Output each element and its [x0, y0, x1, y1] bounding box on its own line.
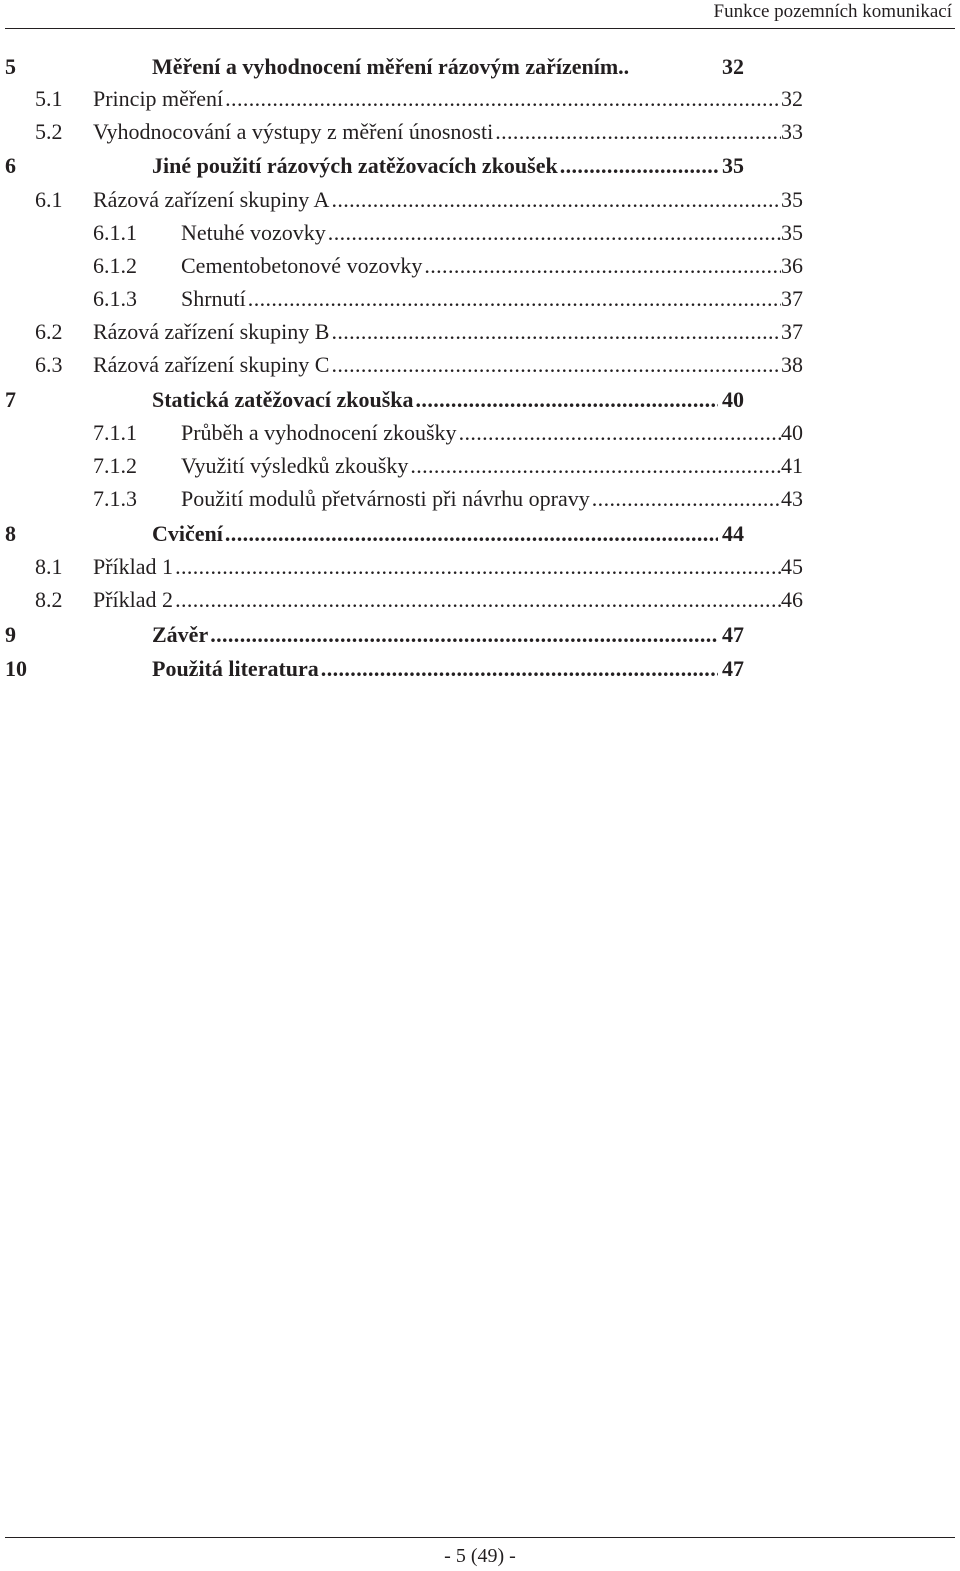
toc-entry-page: 47 [722, 656, 744, 681]
toc-chapter-entry[interactable] [0, 519, 960, 549]
toc-chapter-entry[interactable] [0, 385, 960, 415]
toc-dot-leader [414, 385, 718, 415]
toc-entry-number: 6.1.2 [93, 253, 137, 278]
toc-section-entry[interactable] [0, 117, 960, 147]
toc-entry-number: 5.1 [35, 86, 63, 111]
toc-dot-leader [246, 284, 781, 314]
toc-dot-leader [326, 218, 781, 248]
toc-entry-number: 6.3 [35, 352, 63, 377]
footer-divider [5, 1537, 955, 1538]
toc-entry-page: 36 [781, 253, 803, 278]
running-header: Funkce pozemních komunikací [713, 1, 952, 22]
toc-entry-page: 35 [722, 153, 744, 178]
toc-entry-title: Princip měření [93, 86, 224, 111]
toc-entry-number: 6.1.1 [93, 220, 137, 245]
toc-entry-number: 7.1.1 [93, 420, 137, 445]
toc-entry-page: 47 [722, 622, 744, 647]
toc-entry-title: Vyhodnocování a výstupy z měření únosnosti [93, 119, 494, 144]
toc-section-entry[interactable] [0, 284, 960, 314]
toc-entry-number: 6.2 [35, 319, 63, 344]
toc-entry-leader: .. [618, 54, 630, 79]
toc-entry-number: 6.1 [35, 187, 63, 212]
toc-entry-title: Příklad 2 [93, 587, 174, 612]
toc-entry-number: 5.2 [35, 119, 63, 144]
toc-dot-leader [329, 185, 781, 215]
toc-entry-number: 8 [5, 521, 16, 546]
toc-entry-title: Cvičení [152, 521, 223, 546]
toc-dot-leader [493, 117, 781, 147]
toc-entry-title: Jiné použití rázových zatěžovacích zkoušek [152, 153, 558, 178]
toc-entry-page: 40 [781, 420, 803, 445]
toc-chapter-entry[interactable] [0, 654, 960, 684]
toc-dot-leader [329, 317, 781, 347]
toc-entry-page: 44 [722, 521, 744, 546]
toc-entry-title: Rázová zařízení skupiny C [93, 352, 330, 377]
toc-entry-page: 33 [781, 119, 803, 144]
toc-entry-number: 9 [5, 622, 16, 647]
toc-entry-number: 5 [5, 54, 16, 79]
toc-section-entry[interactable] [0, 418, 960, 448]
toc-entry-number: 6.1.3 [93, 286, 137, 311]
toc-entry-title: Využití výsledků zkoušky [181, 453, 409, 478]
toc-dot-leader [590, 484, 781, 514]
toc-chapter-entry[interactable] [0, 52, 960, 82]
toc-section-entry[interactable] [0, 185, 960, 215]
toc-entry-page: 43 [781, 486, 803, 511]
toc-entry-title: Příklad 1 [93, 554, 174, 579]
toc-chapter-entry[interactable] [0, 620, 960, 650]
toc-entry-number: 8.2 [35, 587, 63, 612]
toc-entry-title: Použití modulů přetvárnosti při návrhu opravy [181, 486, 590, 511]
toc-section-entry[interactable] [0, 585, 960, 615]
toc-section-entry[interactable] [0, 451, 960, 481]
toc-dot-leader [558, 151, 718, 181]
toc-entry-page: 40 [722, 387, 744, 412]
toc-entry-title: Netuhé vozovky [181, 220, 326, 245]
toc-entry-page: 37 [781, 286, 803, 311]
toc-section-entry[interactable] [0, 484, 960, 514]
toc-dot-leader [422, 251, 781, 281]
toc-entry-number: 7.1.3 [93, 486, 137, 511]
toc-dot-leader [329, 350, 781, 380]
toc-entry-title: Rázová zařízení skupiny A [93, 187, 330, 212]
toc-entry-title: Rázová zařízení skupiny B [93, 319, 330, 344]
toc-entry-title: Závěr [152, 622, 209, 647]
toc-section-entry[interactable] [0, 350, 960, 380]
toc-entry-number: 7 [5, 387, 16, 412]
toc-entry-page: 45 [781, 554, 803, 579]
toc-entry-title: Statická zatěžovací zkouška [152, 387, 414, 412]
toc-entry-title: Použitá literatura [152, 656, 319, 681]
toc-dot-leader [223, 84, 781, 114]
toc-entry-title: Měření a vyhodnocení měření rázovým zařízením [152, 54, 619, 79]
toc-section-entry[interactable] [0, 317, 960, 347]
toc-entry-number: 6 [5, 153, 16, 178]
toc-section-entry[interactable] [0, 84, 960, 114]
toc-entry-page: 32 [781, 86, 803, 111]
toc-entry-page: 35 [781, 220, 803, 245]
toc-section-entry[interactable] [0, 552, 960, 582]
toc-section-entry[interactable] [0, 251, 960, 281]
toc-entry-page: 35 [781, 187, 803, 212]
toc-entry-number: 10 [5, 656, 27, 681]
toc-dot-leader [319, 654, 718, 684]
toc-entry-title: Průběh a vyhodnocení zkoušky [181, 420, 457, 445]
toc-entry-page: 38 [781, 352, 803, 377]
page-number: - 5 (49) - [444, 1545, 516, 1567]
toc-dot-leader [408, 451, 781, 481]
toc-entry-page: 32 [722, 54, 744, 79]
toc-entry-number: 7.1.2 [93, 453, 137, 478]
toc-chapter-entry[interactable] [0, 151, 960, 181]
toc-entry-number: 8.1 [35, 554, 63, 579]
toc-dot-leader [173, 552, 781, 582]
toc-entry-page: 46 [781, 587, 803, 612]
toc-entry-title: Shrnutí [181, 286, 246, 311]
toc-dot-leader [173, 585, 781, 615]
toc-section-entry[interactable] [0, 218, 960, 248]
toc-dot-leader [208, 620, 718, 650]
toc-dot-leader [223, 519, 718, 549]
toc-entry-page: 37 [781, 319, 803, 344]
header-divider [5, 28, 955, 29]
toc-entry-title: Cementobetonové vozovky [181, 253, 423, 278]
toc-entry-page: 41 [781, 453, 803, 478]
toc-dot-leader [457, 418, 781, 448]
